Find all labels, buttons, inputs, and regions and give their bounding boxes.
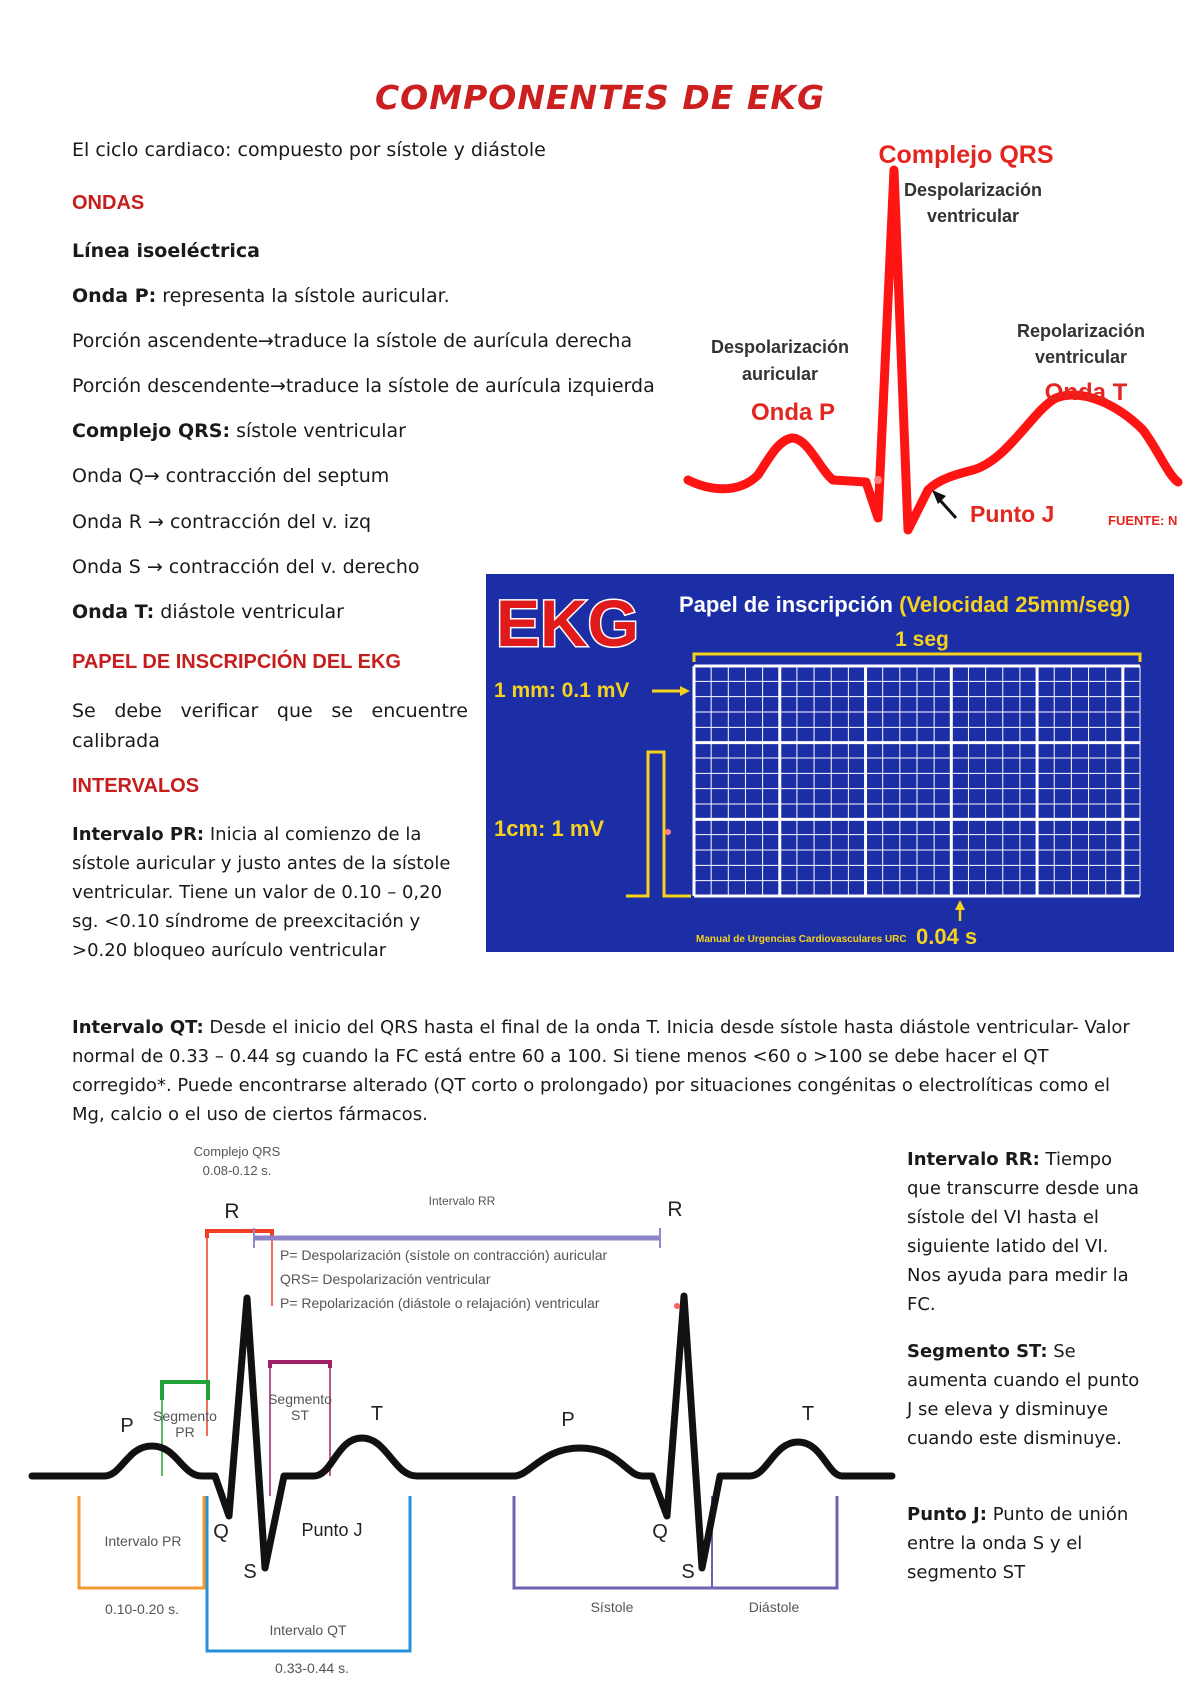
fig3-seg-pr-1: Segmento <box>153 1408 217 1424</box>
peak-dot <box>674 1303 680 1309</box>
porcion-ascendente: Porción ascendente→traduce la sístole de aurícula derecha <box>72 330 633 352</box>
onda-p-line: Onda P: representa la sístole auricular. <box>72 285 450 307</box>
fig3-legend-qrs: QRS= Despolarización ventricular <box>280 1271 491 1287</box>
intervals-diagram <box>32 1136 902 1676</box>
papel-heading: PAPEL DE INSCRIPCIÓN DEL EKG <box>72 651 401 673</box>
punto-j-arrowhead <box>932 490 946 504</box>
punto-j-text: Punto J: Punto de unión entre la onda S y el segmento ST <box>907 1504 1129 1583</box>
porcion-descendente: Porción descendente→traduce la sístole de aurícula izquierda <box>72 375 655 397</box>
fig3-diastole: Diástole <box>748 1599 800 1615</box>
fig1-qrs-sub2: ventricular <box>926 206 1020 226</box>
onda-q-line: Onda Q→ contracción del septum <box>72 465 390 487</box>
fig1-dep-aur2: auricular <box>741 364 819 384</box>
ondas-heading: ONDAS <box>72 192 145 214</box>
systole-diastole-bracket <box>514 1496 837 1588</box>
calibration-dot <box>665 829 671 835</box>
segmento-st-bracket <box>270 1362 330 1368</box>
fig1-repol1: Repolarización <box>1016 321 1146 341</box>
intro-text: El ciclo cardiaco: compuesto por sístole y diástole <box>72 139 546 161</box>
fig3-legend-t: P= Repolarización (diástole o relajación) ventricular <box>280 1295 600 1311</box>
fig3-sistole: Sístole <box>590 1599 634 1615</box>
fig3-s-left: S <box>243 1561 257 1583</box>
cm-label: 1cm: 1 mV <box>494 816 605 841</box>
intervalo-qt-text: Intervalo QT: Desde el inicio del QRS hasta el final de la onda T. Inicia desde sístole hasta diástole ventricular- Valor normal de 0.33 – 0.44 sg cuando la FC está entre 60 a 100. Si tiene menos <60 o >100 se debe hacer el QT corregido*. Puede encontrarse alterado (QT corto o prolongado) por situaciones congénitas o electrolíticas como el Mg, calcio o el uso de ciertos fármacos. <box>72 1017 1130 1125</box>
fig3-seg-st-1: Segmento <box>268 1391 332 1407</box>
fig3-qt-value: 0.33-0.44 s. <box>275 1660 349 1676</box>
fig3-r-left: R <box>224 1200 240 1223</box>
one-second-label: 1 seg <box>895 628 949 651</box>
ecg-trace <box>32 1296 892 1568</box>
fig3-t-right: T <box>801 1403 815 1425</box>
qrs-diagram <box>688 130 1178 540</box>
fig3-s-right: S <box>681 1561 695 1583</box>
intervalos-heading: INTERVALOS <box>72 775 200 797</box>
fig3-r-right: R <box>667 1198 683 1221</box>
isoelectric-line: Línea isoeléctrica <box>72 240 260 262</box>
marker-dot <box>874 476 882 484</box>
intervalo-pr-text: Intervalo PR: Inicia al comienzo de la sístole auricular y justo antes de la sístole ventricular. Tiene un valor de 0.10 – 0,20 sg. <0.10 síndrome de preexcitación y >0.20 bloqueo aurículo ventricular <box>72 824 451 961</box>
fig3-seg-pr-2: PR <box>175 1424 195 1440</box>
onda-t-line: Onda T: diástole ventricular <box>72 601 344 623</box>
mm-label: 1 mm: 0.1 mV <box>494 679 630 702</box>
complejo-qrs-line: Complejo QRS: sístole ventricular <box>72 420 406 442</box>
fig3-q-left: Q <box>213 1521 229 1543</box>
intervalo-rr-text: Intervalo RR: Tiempo que transcurre desde una sístole del VI hasta el siguiente latido del VI. Nos ayuda para medir la FC. <box>907 1149 1140 1315</box>
fig3-legend-p: P= Despolarización (sístole on contracción) auricular <box>280 1247 608 1263</box>
fig1-punto-j: Punto J <box>970 501 1055 527</box>
fig1-dep-aur1: Despolarización <box>710 337 850 357</box>
segmento-st-text: Segmento ST: Se aumenta cuando el punto J se eleva y disminuye cuando este disminuye. <box>907 1341 1140 1449</box>
fig3-rr-label: Intervalo RR <box>428 1194 496 1208</box>
fig3-qrs-title: Complejo QRS <box>193 1144 281 1159</box>
fig3-p-left: P <box>120 1415 134 1437</box>
fig3-pr-value: 0.10-0.20 s. <box>105 1601 179 1617</box>
onda-s-line: Onda S → contracción del v. derecho <box>72 556 420 578</box>
fig3-punto-j: Punto J <box>301 1520 363 1540</box>
fig3-p-right: P <box>561 1409 575 1431</box>
fig1-qrs-title: Complejo QRS <box>878 141 1054 169</box>
fig1-qrs-sub1: Despolarización <box>903 180 1043 200</box>
fig1-onda-t: Onda T <box>1044 379 1128 406</box>
ekg-logo: EKG <box>496 586 640 660</box>
fig3-q-right: Q <box>652 1521 668 1543</box>
speed-label: 0.04 s <box>916 924 978 949</box>
fig3-seg-st-2: ST <box>291 1407 309 1423</box>
manual-credit: Manual de Urgencias Cardiovasculares URC <box>696 934 907 945</box>
fig3-t-left: T <box>370 1403 384 1425</box>
fig3-int-qt: Intervalo QT <box>269 1622 347 1638</box>
fig1-onda-p: Onda P <box>750 399 836 426</box>
fig1-fuente: FUENTE: N <box>1108 513 1178 528</box>
fig3-int-pr: Intervalo PR <box>104 1533 182 1549</box>
page-title: COMPONENTES DE EKG <box>374 78 826 117</box>
fig3-qrs-value: 0.08-0.12 s. <box>202 1163 272 1178</box>
segmento-pr-bracket <box>162 1382 208 1400</box>
paper-title: Papel de inscripción (Velocidad 25mm/seg) <box>679 592 1131 617</box>
papel-text: Se debe verificar que se encuentre calibrada <box>72 700 468 752</box>
onda-r-line: Onda R → contracción del v. izq <box>72 511 372 533</box>
fig1-repol2: ventricular <box>1034 347 1128 367</box>
ekg-paper-figure <box>486 574 1174 952</box>
